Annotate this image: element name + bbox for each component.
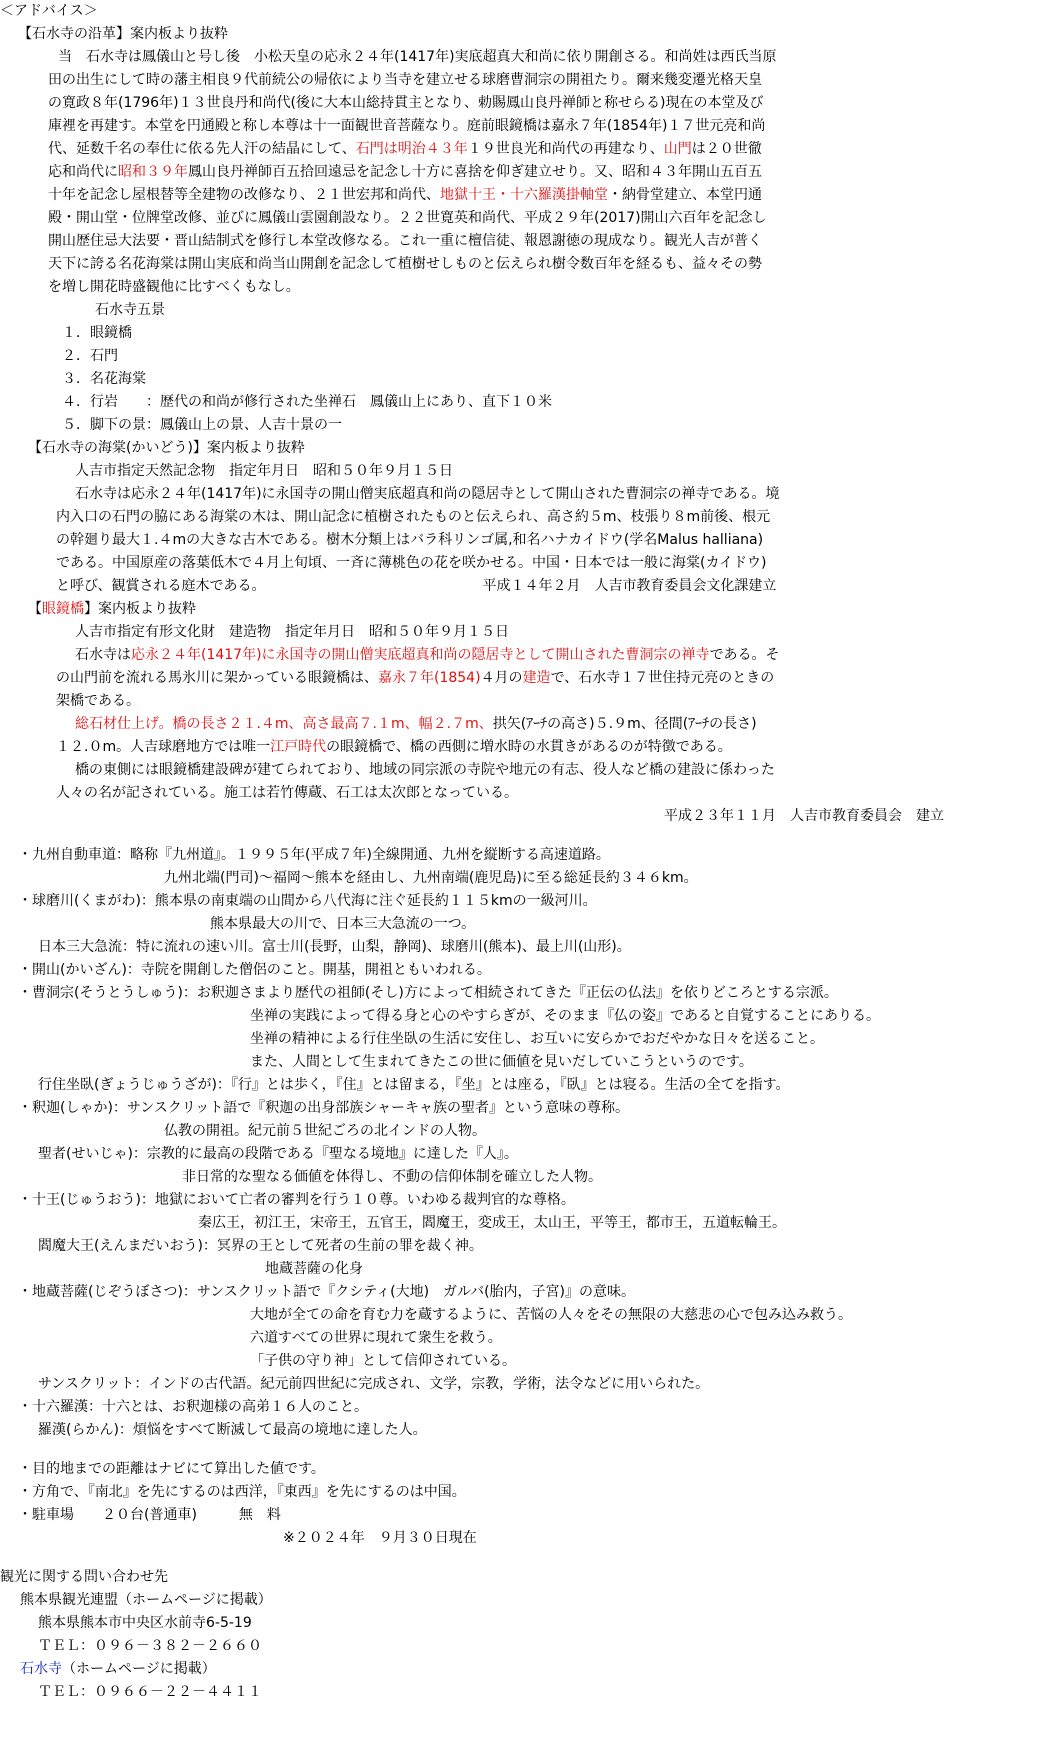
text-segment: 庫裡を再建す。本堂を円通殿と称し本尊は十一面観世音菩薩なり。庭前眼鏡橋は嘉永７年(1854年)１７世元亮和尚	[48, 118, 766, 134]
text-segment: １．眼鏡橋	[62, 325, 132, 341]
text-line	[664, 806, 944, 826]
text-segment: の山門前を流れる馬氷川に架かっている眼鏡橋は、	[56, 670, 378, 686]
text-segment: ・九州自動車道：略称『九州道』。１９９５年(平成７年)全線開通、九州を縦断する高速道路。	[18, 847, 610, 863]
text-line	[18, 1282, 635, 1302]
text-segment: ・曹洞宗(そうとうしゅう)：お釈迦さまより歴代の祖師(そし)方によって相続されてきた『正伝の仏法』を依りどころとする宗派。	[18, 985, 838, 1001]
text-line	[38, 1374, 709, 1394]
text-segment: 大地が全ての命を育む力を蔵するように、苦悩の人々をその無限の大慈悲の心で包み込み救う。	[250, 1307, 852, 1323]
text-segment: また、人間として生まれてきたこの世に価値を見いだしていこうというのです。	[250, 1054, 753, 1070]
text-segment: 熊本県熊本市中央区水前寺6-5-19	[38, 1615, 252, 1631]
text-segment: ＴＥＬ：０９６－３８２－２６６０	[38, 1638, 262, 1654]
text-segment: 石水寺は	[75, 647, 131, 663]
text-line	[164, 1121, 486, 1141]
text-line	[48, 277, 300, 297]
text-segment: ・駐車場 ２０台(普通車) 無 料	[18, 1507, 281, 1523]
text-segment: ・十六羅漢：十六とは、お釈迦様の高弟１６人のこと。	[18, 1399, 368, 1415]
text-line	[38, 1075, 790, 1095]
text-segment: １９世良光和尚代の再建なり、	[467, 141, 664, 157]
highlight-text: 石門は明治４３年	[355, 141, 468, 157]
highlight-text: 応永２４年(1417年)に永国寺の開山僧実底超真和尚の隠居寺として開山された曹洞宗の禅寺	[131, 647, 710, 663]
text-line	[48, 93, 763, 113]
text-line	[75, 760, 775, 780]
text-segment: 聖者(せいじゃ)：宗教的に最高の段階である『聖なる境地』に達した『人』。	[38, 1146, 518, 1162]
text-segment: 観光に関する問い合わせ先	[0, 1569, 168, 1585]
text-line	[38, 1420, 427, 1440]
text-line	[56, 737, 732, 757]
text-segment: を増し開花時盛観他に比すべくもなし。	[48, 279, 300, 295]
highlight-text: 嘉永７年(1854)	[378, 670, 481, 686]
text-line	[62, 346, 118, 366]
text-segment: ・地蔵菩薩(じぞうぼさつ)：サンスクリット語で『クシティ(大地) ガルバ(胎内，子宮)』の意味。	[18, 1284, 635, 1300]
text-line	[48, 231, 762, 251]
text-line	[250, 1328, 502, 1348]
text-line	[250, 1029, 824, 1049]
text-segment: の寛政８年(1796年)１３世良丹和尚代(後に大本山総持貫主となり、勅賜鳳山良丹禅師と称せらる)現在の本堂及び	[48, 95, 764, 111]
text-line	[62, 323, 132, 343]
text-segment: 行住坐臥(ぎょうじゅうざが)：『行』とは歩く，『住』とは留まる，『坐』とは座る，『臥』とは寝る。生活の全てを指す。	[38, 1077, 790, 1093]
text-line	[48, 254, 762, 274]
text-line	[75, 645, 780, 665]
text-segment: 九州北端(門司)～福岡～熊本を経由し、九州南端(鹿児島)に至る総延長約３４６km。	[164, 870, 698, 886]
highlight-text: 地獄十王・十六羅漢掛軸堂	[440, 187, 608, 203]
text-line	[38, 1613, 252, 1633]
text-line	[18, 1190, 575, 1210]
text-segment: ※２０２４年 ９月３０日現在	[283, 1530, 477, 1546]
text-segment: ＴＥＬ：０９６６－２２－４４１１	[38, 1684, 262, 1700]
text-segment: ４．行岩 ：歴代の和尚が修行された坐禅石 鳳儀山上にあり、直下１０米	[62, 394, 552, 410]
highlight-text: 建造	[522, 670, 551, 686]
text-segment: 非日常的な聖なる価値を体得し、不動の信仰体制を確立した人物。	[182, 1169, 602, 1185]
text-line	[56, 507, 770, 527]
text-segment: 人吉市指定有形文化財 建造物 指定年月日 昭和５０年９月１５日	[75, 624, 509, 640]
text-line	[0, 1, 98, 21]
text-line	[210, 914, 475, 934]
text-segment: ・方角で、『南北』を先にするのは西洋，『東西』を先にするのは中国。	[18, 1484, 466, 1500]
text-line	[48, 162, 762, 182]
text-segment: サンスクリット：インドの古代語。紀元前四世紀に完成され、文学，宗教，学術，法令などに用いられた。	[38, 1376, 710, 1392]
text-line	[18, 960, 491, 980]
text-segment: 地蔵菩薩の化身	[265, 1261, 363, 1277]
text-segment: である。中国原産の落葉低木で４月上旬頃、一斉に薄桃色の花を咲かせる。中国・日本では一般に海棠(カイドウ)	[56, 555, 767, 571]
text-segment: 石水寺五景	[95, 302, 165, 318]
text-segment: 【	[28, 601, 42, 617]
text-line	[56, 668, 774, 688]
text-line	[58, 47, 777, 67]
text-line	[62, 369, 146, 389]
text-line	[48, 208, 767, 228]
text-line	[198, 1213, 786, 1233]
text-line	[18, 891, 597, 911]
text-segment: 坐禅の実践によって得る身と心のやすらぎが、そのまま『仏の姿』であると自覚することにありる。	[250, 1008, 880, 1024]
text-segment: ＜アドバイス＞	[0, 3, 98, 19]
text-line	[250, 1351, 516, 1371]
text-segment: 架橋である。	[56, 693, 140, 709]
text-line	[164, 868, 698, 888]
text-segment: 】案内板より抜粋	[84, 601, 196, 617]
text-segment: 石水寺は応永２４年(1417年)に永国寺の開山僧実底超真和尚の隠居寺として開山された曹洞宗の禅寺である。境	[75, 486, 780, 502]
text-line	[75, 461, 453, 481]
text-line	[62, 415, 342, 435]
text-line	[38, 1236, 483, 1256]
text-segment: ・釈迦(しゃか)：サンスクリット語で『釈迦の出身部族シャーキャ族の聖者』という意味の尊称。	[18, 1100, 629, 1116]
text-segment: 拱矢(ｱｰﾁの高さ)５.９m、径間(ｱｰﾁの長さ)	[492, 716, 757, 732]
text-segment: 人吉市指定天然記念物 指定年月日 昭和５０年９月１５日	[75, 463, 453, 479]
text-line	[56, 576, 776, 596]
text-segment: 十年を記念し屋根替等全建物の改修なり、２１世宏邦和尚代、	[48, 187, 440, 203]
text-segment: 人々の名が記されている。施工は若竹傳蔵、石工は太次郎となっている。	[56, 785, 518, 801]
text-segment: 熊本県観光連盟（ホームページに掲載）	[20, 1592, 272, 1608]
text-line	[283, 1528, 477, 1548]
text-segment: ５．脚下の景：鳳儀山上の景、人吉十景の一	[62, 417, 342, 433]
text-segment: で、石水寺１７世住持元亮のときの	[550, 670, 775, 686]
text-segment: 当 石水寺は鳳儀山と号し後 小松天皇の応永２４年(1417年)実底超真大和尚に依り開創さる。和尚姓は西氏当原	[58, 49, 777, 65]
text-line	[18, 845, 610, 865]
text-segment: ・十王(じゅうおう)：地獄において亡者の審判を行う１０尊。いわゆる裁判官的な尊格。	[18, 1192, 575, 1208]
text-line	[18, 1397, 368, 1417]
text-segment: 平成２３年１１月 人吉市教育委員会 建立	[664, 808, 944, 824]
text-segment: 【石水寺の沿革】案内板より抜粋	[18, 26, 228, 42]
text-segment: 羅漢(らかん)：煩悩をすべて断滅して最高の境地に達した人。	[38, 1422, 427, 1438]
text-line	[56, 691, 140, 711]
text-line	[75, 622, 509, 642]
text-line	[18, 1459, 325, 1479]
text-segment: ４月の	[480, 670, 523, 686]
text-line	[56, 783, 518, 803]
text-segment: ３．名花海棠	[62, 371, 146, 387]
text-segment: 開山歴住忌大法要・晋山結制式を修行し本堂改修なる。これ一重に檀信徒、報恩謝徳の現成なり。観光人吉が普く	[48, 233, 762, 249]
highlight-text: 山門	[663, 141, 692, 157]
text-line	[56, 530, 763, 550]
text-line	[28, 599, 196, 619]
text-line	[56, 553, 767, 573]
text-line	[48, 139, 762, 159]
text-line	[18, 1482, 466, 1502]
text-line	[38, 1636, 262, 1656]
text-segment: ・目的地までの距離はナビにて算出した値です。	[18, 1461, 325, 1477]
text-segment: と呼び、観賞される庭木である。 平成１４年２月 人吉市教育委員会文化課建立	[56, 578, 777, 594]
text-segment: 「子供の守り神」として信仰されている。	[250, 1353, 516, 1369]
text-line	[20, 1659, 216, 1679]
text-segment: 田の出生にして時の藩主相良９代前続公の帰依により当寺を建立せる球磨曹洞宗の開祖たり。爾来幾変遷光格天皇	[48, 72, 762, 88]
text-segment: （ホームページに掲載）	[62, 1661, 216, 1677]
text-line	[250, 1305, 852, 1325]
text-line	[18, 1505, 281, 1525]
text-line	[18, 983, 838, 1003]
text-segment: の幹廻り最大１.４mの大きな古木である。樹木分類上はバラ科リンゴ属,和名ハナカイドウ(学名Malus halliana)	[56, 532, 764, 548]
text-line	[75, 714, 757, 734]
text-segment: 閻魔大王(えんまだいおう)：冥界の王として死者の生前の罪を裁く神。	[38, 1238, 483, 1254]
text-segment: ・球磨川(くまがわ)：熊本県の南東端の山間から八代海に注ぐ延長約１１５kmの一級河川。	[18, 893, 597, 909]
text-line	[38, 937, 631, 957]
text-line	[250, 1006, 880, 1026]
text-segment: 応和尚代に	[48, 164, 118, 180]
text-segment: 秦広王，初江王，宋帝王，五官王，閻魔王，変成王，太山王，平等王，都市王，五道転輪王。	[198, 1215, 786, 1231]
text-line	[48, 116, 765, 136]
text-line	[18, 1098, 629, 1118]
text-segment: 鳳山良丹禅師百五拾回遠忌を記念し十方に喜捨を仰ぎ建立せり。又、昭和４３年開山五百五	[188, 164, 762, 180]
text-segment: ・納骨堂建立、本堂円通	[608, 187, 762, 203]
text-segment: は２０世徹	[691, 141, 762, 157]
text-segment: 橋の東側には眼鏡橋建設碑が建てられており、地域の同宗派の寺院や地元の有志、役人など橋の建設に係わった	[75, 762, 775, 778]
text-line	[20, 1590, 272, 1610]
text-segment: 六道すべての世界に現れて衆生を救う。	[250, 1330, 502, 1346]
text-segment: 熊本県最大の川で、日本三大急流の一つ。	[210, 916, 476, 932]
text-line	[28, 438, 305, 458]
text-segment: ２．石門	[62, 348, 118, 364]
text-line	[38, 1682, 262, 1702]
text-segment: 坐禅の精神による行住坐臥の生活に安住し、お互いに安らかでおだやかな日々を送ること。	[250, 1031, 824, 1047]
highlight-text: 昭和３９年	[118, 164, 188, 180]
text-line	[265, 1259, 363, 1279]
text-line	[18, 24, 228, 44]
text-segment: 内入口の石門の脇にある海棠の木は、開山記念に植樹されたものと伝えられ、高さ約５m、枝張り８m前後、根元	[56, 509, 771, 525]
highlight-text: 総石材仕上げ。橋の長さ２１.４m、高さ最高７.１m、幅２.７m、	[75, 716, 493, 732]
text-segment: １２.０m。人吉球磨地方では唯一	[56, 739, 271, 755]
text-segment: の眼鏡橋で、橋の西側に増水時の水貫きがあるのが特徴である。	[326, 739, 732, 755]
text-segment: ・開山(かいざん)：寺院を開創した僧侶のこと。開基，開祖ともいわれる。	[18, 962, 491, 978]
text-line	[0, 1567, 168, 1587]
text-segment: 仏教の開祖。紀元前５世紀ごろの北インドの人物。	[164, 1123, 486, 1139]
text-segment: 日本三大急流：特に流れの速い川。富士川(長野，山梨，静岡)、球磨川(熊本)、最上川(山形)。	[38, 939, 631, 955]
text-segment: 代、延数千名の奉仕に依る先人汗の結晶にして、	[48, 141, 356, 157]
text-line	[250, 1052, 753, 1072]
text-line	[62, 392, 552, 412]
text-line	[75, 484, 780, 504]
text-segment: 殿・開山堂・位牌堂改修、並びに鳳儀山雲園創設なり。２２世寛英和尚代、平成２９年(2017)開山六百年を記念し	[48, 210, 767, 226]
text-line	[38, 1144, 518, 1164]
text-segment: 【石水寺の海棠(かいどう)】案内板より抜粋	[28, 440, 305, 456]
text-line	[48, 185, 762, 205]
link-text[interactable]: 石水寺	[20, 1661, 62, 1677]
text-line	[182, 1167, 602, 1187]
text-line	[95, 300, 165, 320]
highlight-text: 眼鏡橋	[42, 601, 84, 617]
highlight-text: 江戸時代	[270, 739, 327, 755]
text-line	[48, 70, 762, 90]
text-segment: 天下に誇る名花海棠は開山実底和尚当山開創を記念して植樹せしものと伝えられ樹令数百年を経るも、益々その勢	[48, 256, 762, 272]
text-segment: である。そ	[709, 647, 780, 663]
